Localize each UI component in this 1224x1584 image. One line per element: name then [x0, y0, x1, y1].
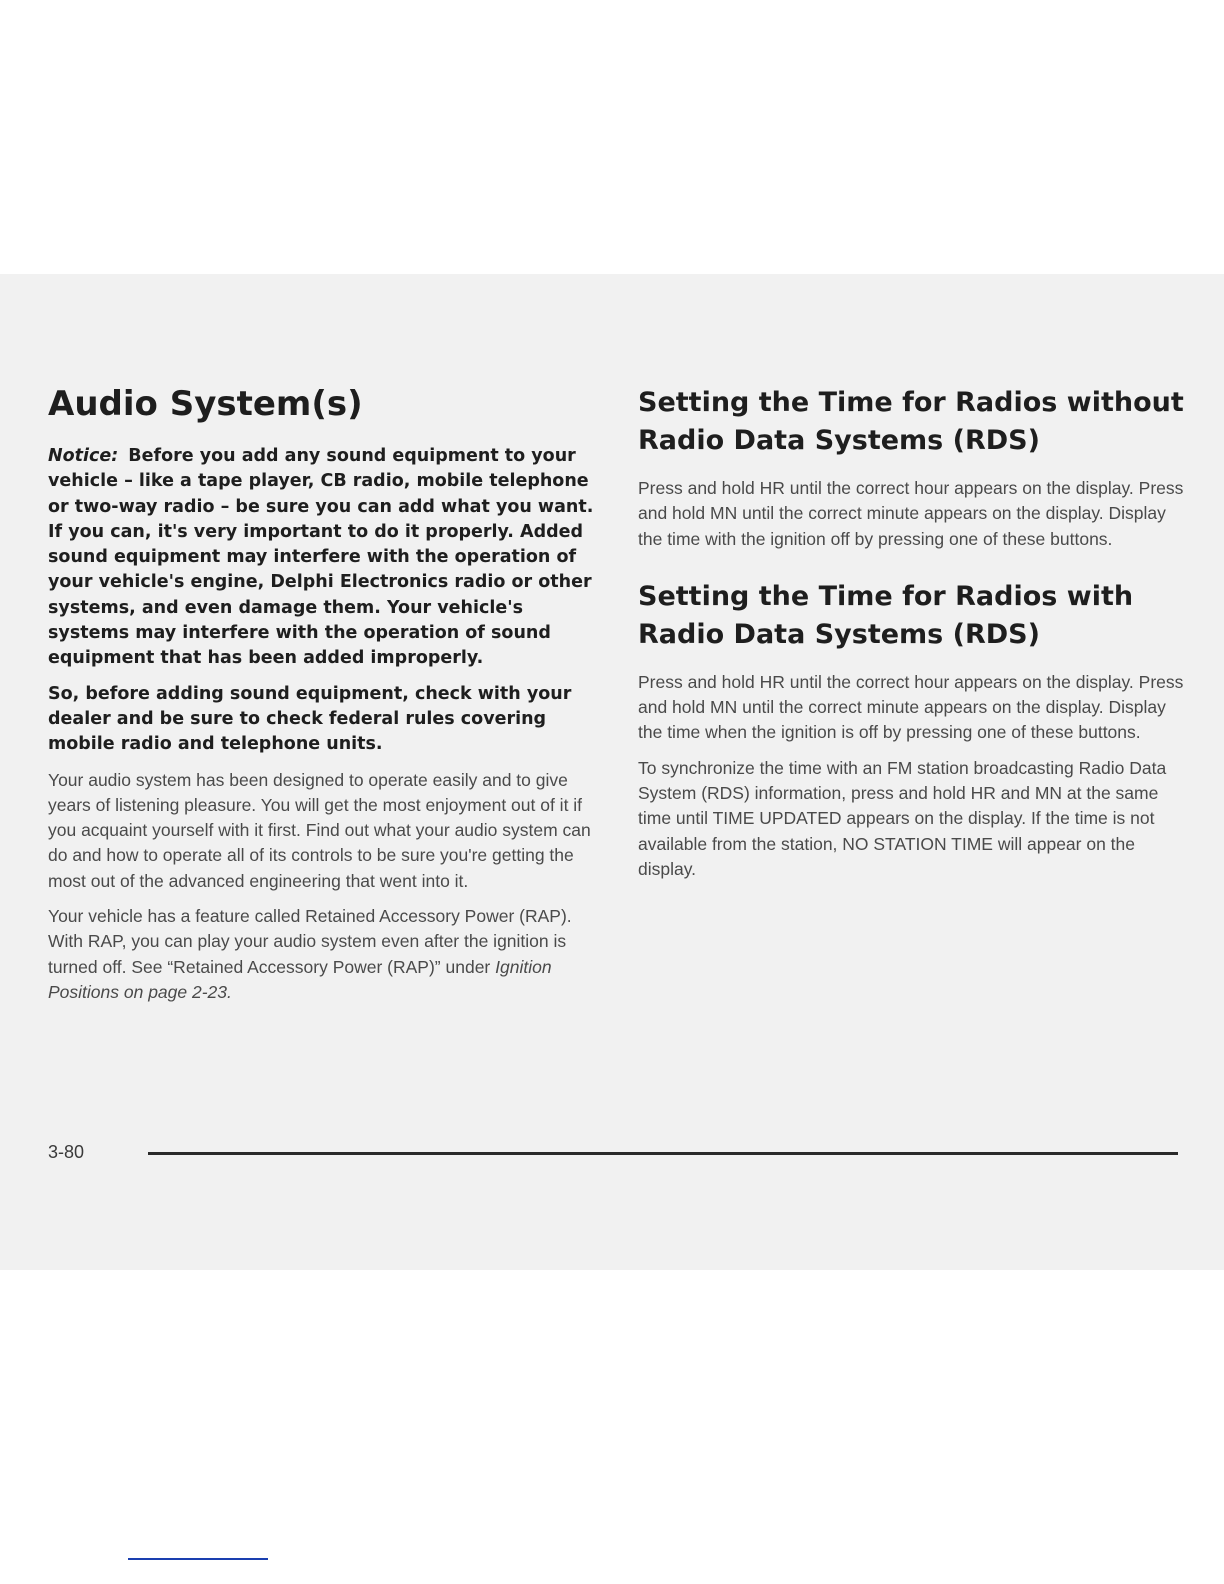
section-title-without-rds: Setting the Time for Radios without Radio Data Systems (RDS) — [638, 387, 1184, 456]
left-column — [48, 384, 600, 1015]
page-title: Audio System(s) — [48, 384, 363, 424]
audio-intro-paragraph: Your audio system has been designed to operate easily and to give years of listening pleasure. You will get the most enjoyment out of it if you acquaint yourself with it first. Find out what your audio system can do and how to operate all of its controls to be sure you're getting the most out of the advanced engineering that went into it. — [48, 769, 591, 891]
bottom-link-underline — [128, 1558, 268, 1560]
ignition-positions-link[interactable]: Ignition Positions on page 2-23. — [48, 956, 552, 1002]
rap-text: Your vehicle has a feature called Retained Accessory Power (RAP). With RAP, you can play your audio system even after the ignition is turned off. See “Retained Accessory Power (RAP)” under — [48, 906, 572, 977]
footer-rule — [148, 1152, 1178, 1155]
section-text-rds-sync: To synchronize the time with an FM station broadcasting Radio Data System (RDS) information, press and hold HR and MN at the same time until TIME UPDATED appears on the display. If the time is not available from the station, NO STATION TIME will appear on the display. — [638, 757, 1167, 879]
notice-paragraph-2: So, before adding sound equipment, check with your dealer and be sure to check federal rules covering mobile radio and telephone units. — [48, 683, 572, 755]
section-text-without-rds: Press and hold HR until the correct hour appears on the display. Press and hold MN until the correct minute appears on the display. Display the time with the ignition off by pressing one of these buttons. — [638, 478, 1184, 549]
section-text-with-rds: Press and hold HR until the correct hour appears on the display. Press and hold MN until the correct minute appears on the display. Display the time when the ignition is off by pressing one of these buttons. — [638, 671, 1184, 743]
notice-text: Before you add any sound equipment to your vehicle – like a tape player, CB radio, mobile telephone or two-way radio – be sure you can add what you want. If you can, it's very important to do it properly. Added sound equipment may interfere with the operation of your vehicle's engine, Delphi Electronics radio or other systems, and even damage them. Your vehicle's systems may interfere with the operation of sound equipment that has been added improperly. — [48, 446, 594, 669]
page-footer — [48, 1142, 1178, 1168]
right-column — [638, 384, 1186, 892]
notice-label: Notice: — [48, 446, 119, 466]
rap-paragraph — [48, 904, 600, 1005]
section-title-with-rds: Setting the Time for Radios with Radio Data Systems (RDS) — [638, 580, 1134, 650]
notice-paragraph — [48, 444, 600, 672]
page-number: 3-80 — [48, 1142, 85, 1162]
